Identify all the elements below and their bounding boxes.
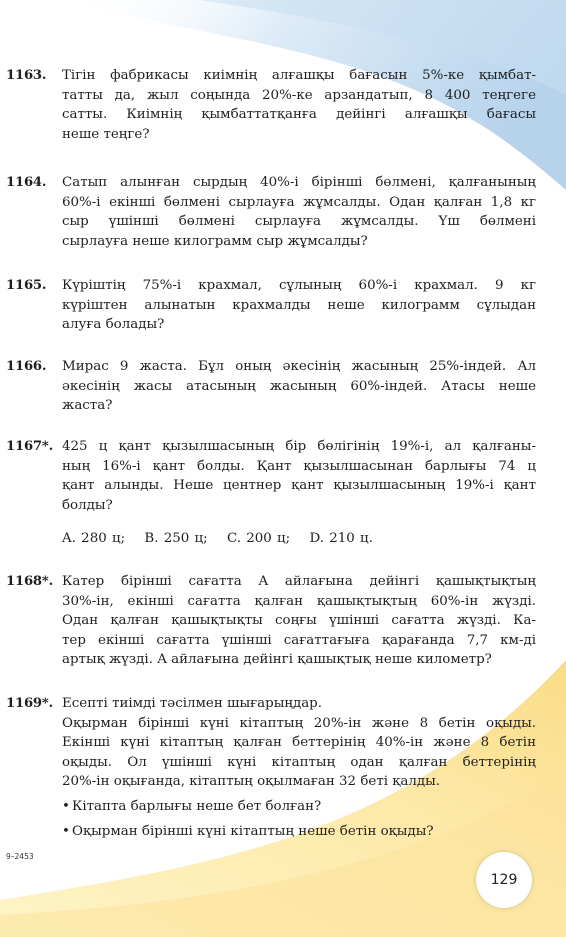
problem-number: 1169*. bbox=[6, 696, 53, 711]
problem-text-line: Одан қалған қашықтықты соңғы үшінші сағатта жүзді. Ка- bbox=[62, 613, 536, 629]
problem-text-line: сыр үшінші бөлмені сырлауға жұмсалды. Үш бөлмені bbox=[62, 214, 536, 230]
problem-text-line: 60%-і екінші бөлмені сырлауға жұмсалды. Одан қалған 1,8 кг bbox=[62, 194, 536, 210]
problem-1165 bbox=[6, 276, 536, 335]
problem-text-line: Катер бірінші сағатта A айлағына дейінгі қашықтықтың bbox=[62, 574, 536, 589]
answer-option-c: C. 200 ц; bbox=[226, 531, 291, 547]
problem-text-line: жаста? bbox=[62, 398, 113, 414]
problem-number: 1165. bbox=[6, 278, 47, 293]
problem-text-line: Сатып алынған сырдың 40%-і бірінші бөлмені, қалғанының bbox=[62, 175, 536, 190]
problem-text-line: әкесінің жасы атасының жасының 60%-індей. Атасы неше bbox=[62, 378, 536, 394]
problem-number: 1164. bbox=[6, 175, 47, 190]
problem-text-line: 425 ц қант қызылшасының бір бөлігінің 19%-і, ал қалғаны- bbox=[62, 439, 536, 454]
problem-text-line: алуға болады? bbox=[62, 317, 165, 333]
problem-number: 1166. bbox=[6, 359, 47, 374]
problem-1168 bbox=[6, 572, 536, 670]
problem-text-line: күріштен алынатын крахмалды неше килограмм сұлыдан bbox=[62, 297, 536, 313]
problem-1166 bbox=[6, 357, 536, 416]
bullet-text: Оқырман бірінші күні кітаптың неше бетін оқыды? bbox=[72, 823, 434, 839]
problem-text-line: сырлауға неше килограмм сыр жұмсалды? bbox=[62, 233, 368, 249]
bullet-icon: • bbox=[62, 798, 70, 814]
problem-number: 1168*. bbox=[6, 574, 53, 589]
bullet-icon: • bbox=[62, 823, 70, 839]
problem-text-line: Мирас 9 жаста. Бұл оның әкесінің жасының 25%-індей. Ал bbox=[62, 359, 536, 374]
page-number: 129 bbox=[490, 872, 518, 888]
problem-1167 bbox=[6, 437, 536, 549]
problem-text-line: Күріштің 75%-і крахмал, сұлының 60%-і крахмал. 9 кг bbox=[62, 278, 536, 293]
problem-text-line: неше теңге? bbox=[62, 126, 150, 142]
bullet-text: Кітапта барлығы неше бет болған? bbox=[72, 798, 322, 814]
page-number-badge bbox=[476, 852, 532, 908]
problem-text-line: болды? bbox=[62, 497, 113, 513]
answer-options bbox=[62, 529, 536, 549]
answer-option-a: A. 280 ц; bbox=[62, 531, 126, 547]
problem-text-line: 30%-ін, екінші сағатта қалған қашықтықтың 60%-ін жүзді. bbox=[62, 593, 536, 609]
problem-number: 1167*. bbox=[6, 439, 53, 454]
problem-text-line: сатты. Киімнің қымбаттатқанға дейінгі алғашқы бағасы bbox=[62, 107, 536, 123]
problem-text-line: ның 16%-і қант болды. Қант қызылшасынан барлығы 74 ц bbox=[62, 458, 536, 474]
problem-text-line: Екінші күні кітаптың қалған беттерінің 40%-ін және 8 бетін bbox=[62, 735, 536, 751]
question-bullet bbox=[62, 822, 536, 842]
problem-1164 bbox=[6, 173, 536, 251]
problem-1163 bbox=[6, 66, 536, 144]
problem-text-line: оқыды. Ол үшінші күні кітаптың одан қалған беттерінің bbox=[62, 754, 536, 770]
problem-text-line: Тігін фабрикасы киімнің алғашқы бағасын 5%-ке қымбат- bbox=[62, 68, 536, 83]
question-bullet bbox=[62, 797, 536, 817]
answer-option-d: D. 210 ц. bbox=[309, 531, 373, 547]
problem-text-line: Оқырман бірінші күні кітаптың 20%-ін және 8 бетін оқыды. bbox=[62, 715, 536, 731]
problem-number: 1163. bbox=[6, 68, 47, 83]
print-code: 9–2453 bbox=[6, 852, 34, 861]
problem-text-line: татты да, жыл соңында 20%-ке арзандатып, 8 400 теңгеге bbox=[62, 87, 536, 103]
problem-1169 bbox=[6, 694, 536, 841]
problem-text-line: артық жүзді. A айлағына дейінгі қашықтық неше километр? bbox=[62, 652, 492, 668]
answer-option-b: B. 250 ц; bbox=[144, 531, 208, 547]
problem-text-line: қант алынды. Неше центнер қант қызылшасының 19%-і қант bbox=[62, 478, 536, 494]
problem-text-line: тер екінші сағатта үшінші сағаттағыға қарағанда 7,7 км-ді bbox=[62, 632, 536, 648]
problem-text-line: Есепті тиімді тәсілмен шығарыңдар. bbox=[62, 696, 322, 711]
problem-text-line: 20%-ін оқығанда, кітаптың оқылмаған 32 беті қалды. bbox=[62, 774, 441, 790]
